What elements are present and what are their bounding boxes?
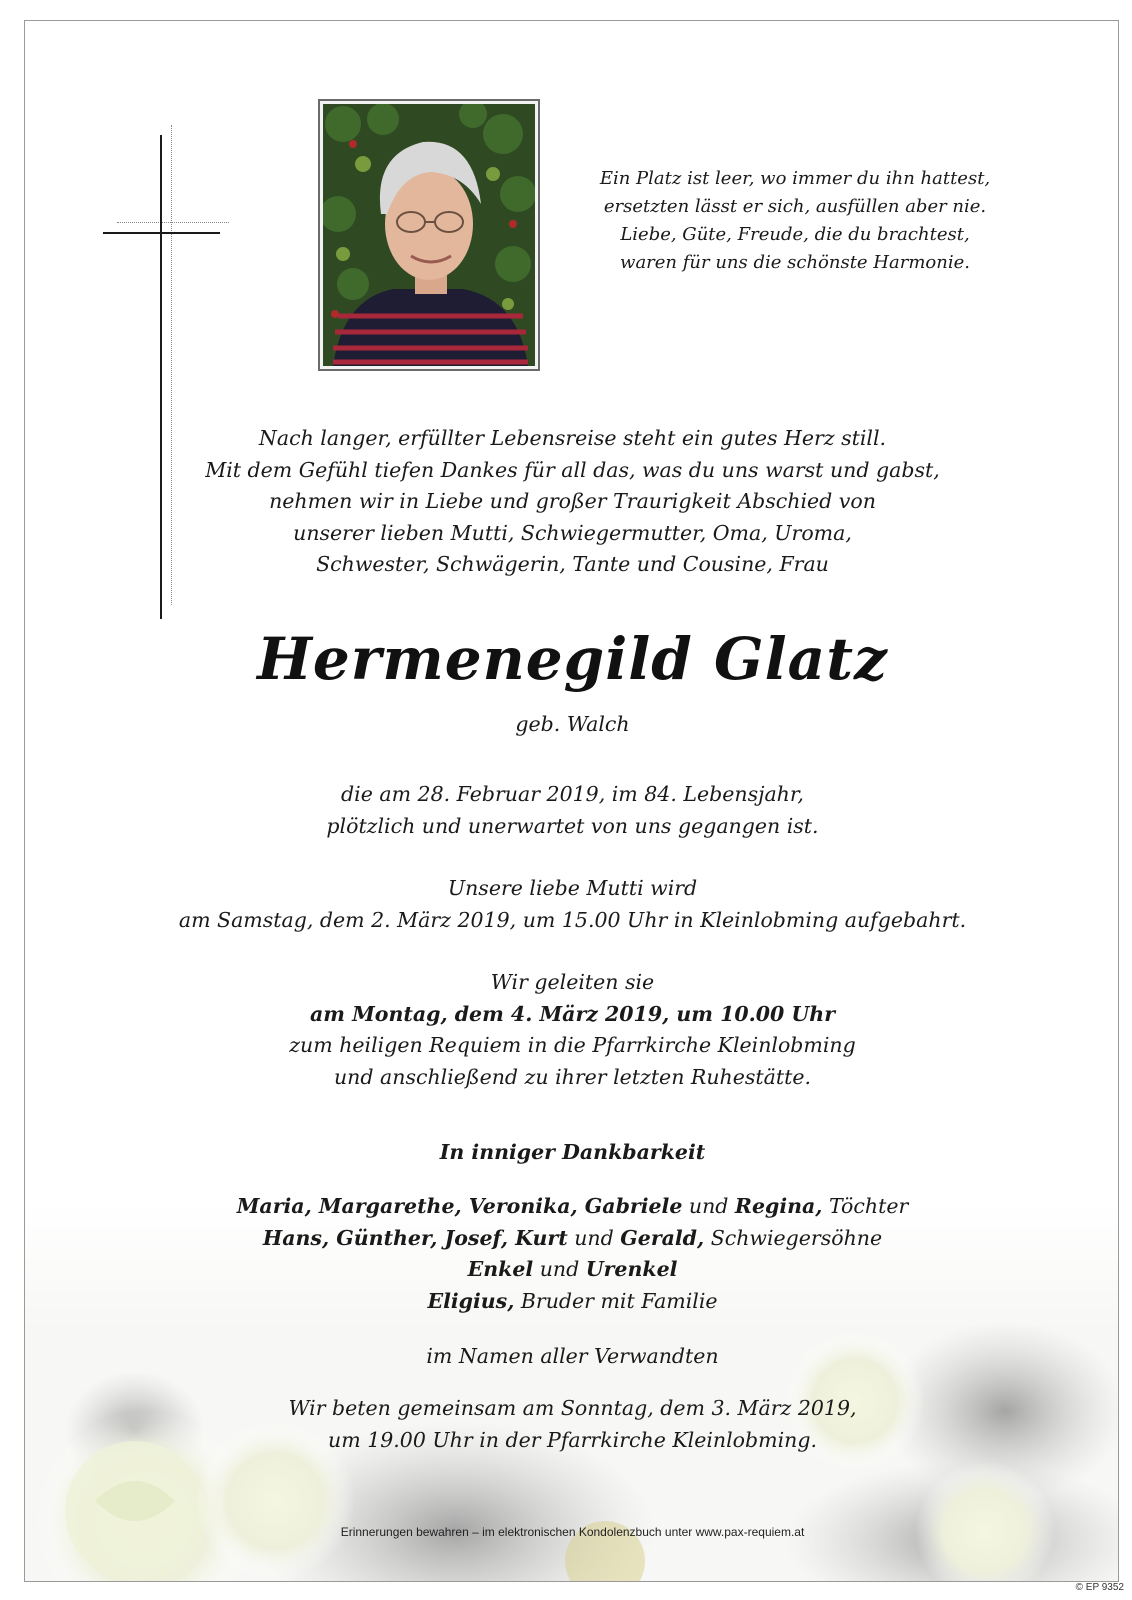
great-grandchildren: Urenkel — [585, 1257, 678, 1281]
son-in-law-last: Gerald, — [620, 1225, 705, 1250]
family-row-grandchildren — [25, 1254, 1119, 1286]
intro-paragraph — [25, 423, 1119, 581]
grandchildren: Enkel — [467, 1257, 534, 1281]
poem — [585, 165, 1005, 277]
sons-in-law-names: Hans, Günther, Josef, Kurt — [262, 1225, 568, 1250]
thanks-heading: In inniger Dankbarkeit — [439, 1140, 706, 1164]
relation-label: Bruder mit Familie — [514, 1288, 718, 1313]
cross-icon-horizontal — [103, 232, 220, 234]
death-line: die am 28. Februar 2019, im 84. Lebensjahr, — [341, 782, 804, 806]
poem-line: waren für uns die schönste Harmonie. — [620, 252, 970, 273]
funeral-line: zum heiligen Requiem in die Pfarrkirche Kleinlobming — [289, 1033, 856, 1057]
funeral-date: am Montag, dem 4. März 2019, um 10.00 Uhr — [309, 1001, 835, 1026]
death-line: plötzlich und unerwartet von uns gegangen ist. — [326, 813, 819, 838]
viewing-line: am Samstag, dem 2. März 2019, um 15.00 Uhr in Kleinlobming aufgebahrt. — [178, 907, 967, 932]
viewing-notice — [25, 873, 1119, 936]
intro-line: nehmen wir in Liebe und großer Traurigkeit Abschied von — [269, 489, 876, 513]
deceased-name: Hermenegild Glatz — [257, 625, 888, 693]
prayer-line: Wir beten gemeinsam am Sonntag, dem 3. März 2019, — [288, 1396, 857, 1420]
relation-label: Töchter — [822, 1194, 909, 1218]
birth-name: geb. Walch — [515, 712, 630, 736]
prayer-line: um 19.00 Uhr in der Pfarrkirche Kleinlobming. — [328, 1427, 817, 1452]
poem-line: Ein Platz ist leer, wo immer du ihn hattest, — [599, 168, 991, 189]
daughters-names: Maria, Margarethe, Veronika, Gabriele — [236, 1194, 683, 1218]
relation-label: Schwiegersöhne — [704, 1225, 883, 1250]
connector: und — [533, 1257, 586, 1281]
family-row-brother — [25, 1286, 1119, 1318]
intro-line: unserer lieben Mutti, Schwiegermutter, Oma, Uroma, — [293, 520, 852, 545]
intro-line: Nach langer, erfüllter Lebensreise steht ein gutes Herz still. — [258, 426, 887, 450]
intro-line: Schwester, Schwägerin, Tante und Cousine, Frau — [316, 552, 829, 576]
family-row-daughters — [25, 1191, 1119, 1223]
funeral-line: und anschließend zu ihrer letzten Ruhestätte. — [333, 1064, 811, 1089]
relatives-line: im Namen aller Verwandten — [426, 1344, 719, 1368]
family-list — [25, 1191, 1119, 1317]
funeral-notice — [25, 967, 1119, 1093]
portrait-photo — [318, 99, 540, 371]
connector: und — [567, 1225, 621, 1250]
family-row-sons-in-law — [25, 1223, 1119, 1255]
funeral-line: Wir geleiten sie — [490, 970, 655, 994]
intro-line: Mit dem Gefühl tiefen Dankes für all das, was du uns warst und gabst, — [205, 457, 940, 482]
poem-line: Liebe, Güte, Freude, die du brachtest, — [620, 224, 970, 245]
brother-name: Eligius, — [427, 1288, 515, 1313]
connector: und — [682, 1194, 735, 1218]
poem-line: ersetzten lässt er sich, ausfüllen aber nie. — [603, 196, 987, 217]
footer-condolence-link[interactable]: Erinnerungen bewahren – im elektronischen Kondolenzbuch unter www.pax-requiem.at — [340, 1525, 805, 1539]
prayer-notice — [25, 1393, 1119, 1456]
daughter-last: Regina, — [734, 1194, 823, 1218]
portrait-image — [323, 104, 535, 366]
cross-shadow-horizontal — [117, 222, 229, 223]
document-code: © EP 9352 — [1075, 1582, 1124, 1593]
viewing-line: Unsere liebe Mutti wird — [447, 876, 698, 900]
obituary-card — [24, 20, 1119, 1582]
death-notice — [25, 779, 1119, 842]
